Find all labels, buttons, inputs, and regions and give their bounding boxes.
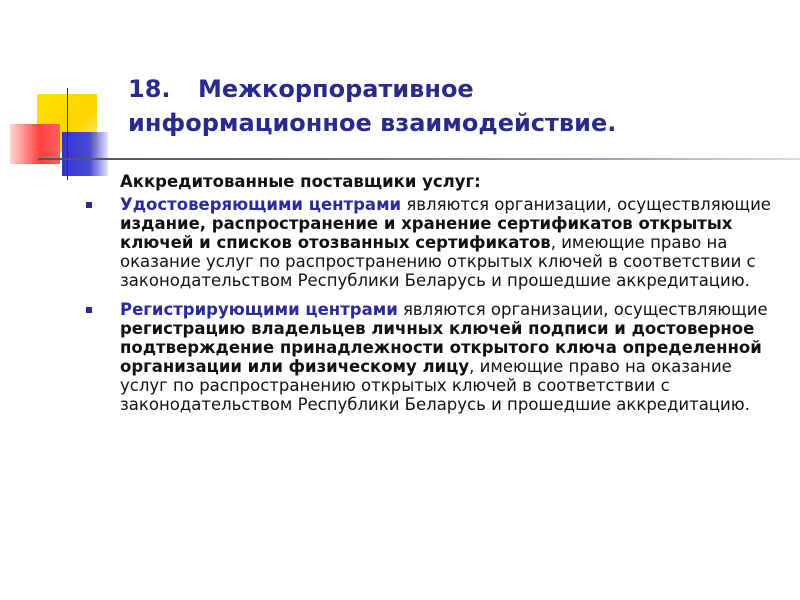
slide-title-line2: информационное взаимодействие. [128, 109, 617, 137]
list-item-lead: Удостоверяющими центрами [120, 195, 402, 214]
list-item-bold: издание, распространение и хранение сертификатов открытых ключей и списков отозванных сертификатов [120, 214, 733, 252]
list-item [100, 195, 780, 290]
decor-blue-square [62, 132, 108, 176]
slide-title [128, 72, 768, 140]
slide-body [100, 172, 780, 424]
slide-title-line1: Межкорпоративное [198, 75, 474, 103]
decor-vertical-line [67, 88, 68, 180]
square-bullet-icon [86, 202, 92, 208]
slide-title-number: 18. [128, 75, 171, 103]
list-item-lead: Регистрирующими центрами [120, 300, 398, 319]
body-heading: Аккредитованные поставщики услуг: [120, 172, 481, 191]
list-item-text: являются организации, осуществляющие [397, 300, 768, 319]
list-item-bold: регистрацию владельцев личных ключей подписи и достоверное подтверждение принадлежности открытого ключа определенной организации или физическому лицу [120, 319, 762, 376]
list-item-text: являются организации, осуществляющие [401, 195, 771, 214]
list-item-text: , имеющие право на оказание услуг по распространению открытых ключей в соответствии с законодательством Республики Беларусь и прошедшие аккредитацию. [120, 357, 750, 414]
title-divider-line [38, 158, 800, 160]
list-item-text: , имеющие право на оказание услуг по распространению открытых ключей в соответствии с законодательством Республики Беларусь и прошедшие аккредитацию. [120, 233, 756, 290]
list-item [100, 300, 780, 414]
square-bullet-icon [86, 307, 92, 313]
